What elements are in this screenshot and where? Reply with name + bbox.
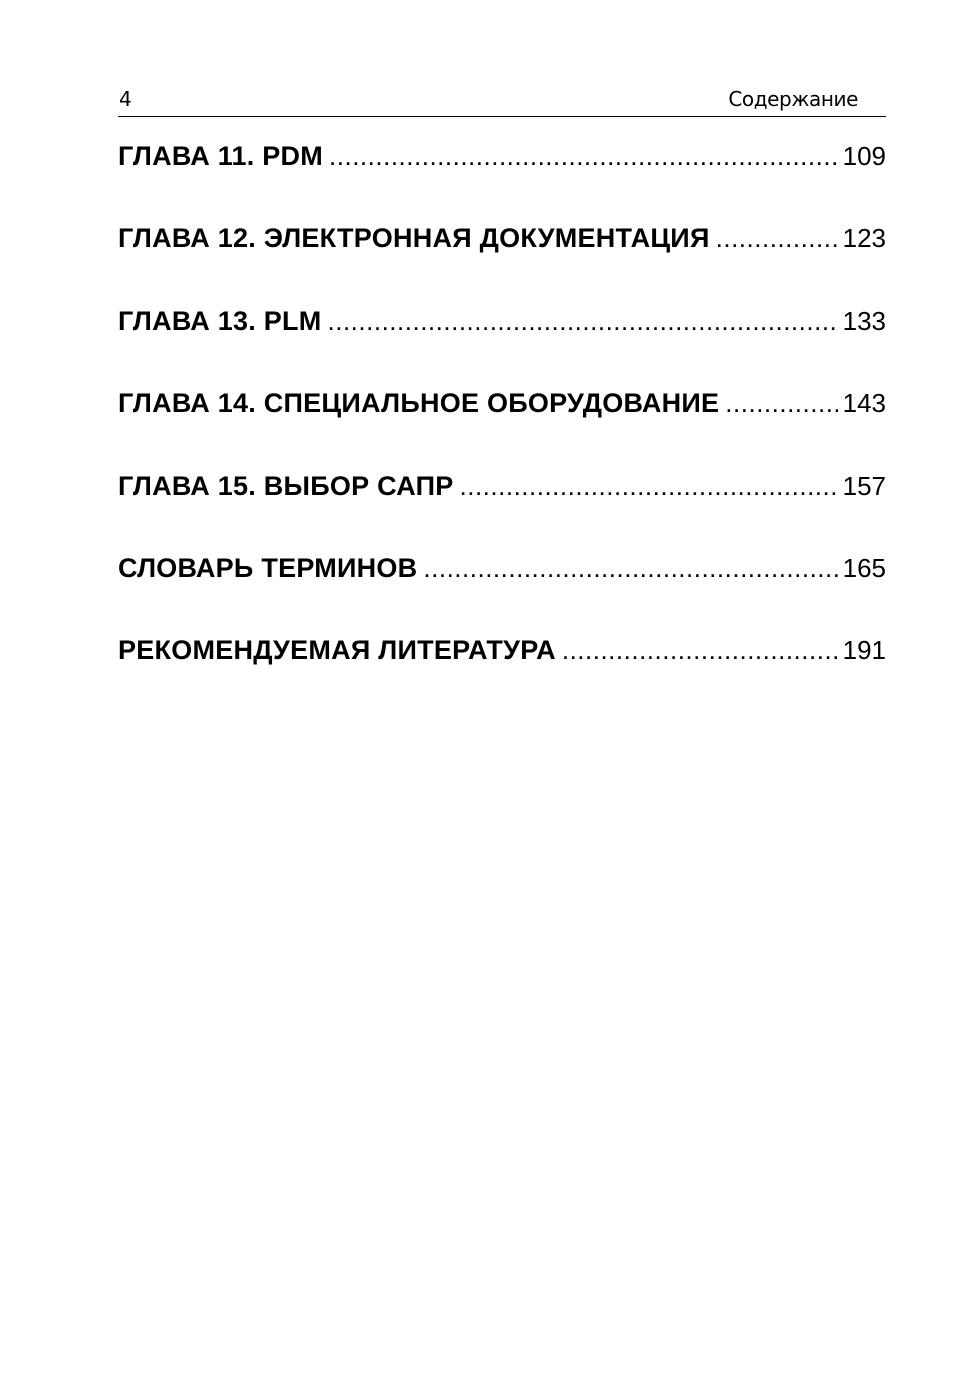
toc-entry-title: РЕКОМЕНДУЕМАЯ ЛИТЕРАТУРА bbox=[118, 635, 556, 666]
toc-entry[interactable] bbox=[118, 301, 886, 383]
toc-entry[interactable] bbox=[118, 383, 886, 465]
dot-leader bbox=[328, 301, 838, 341]
toc-entry-page: 133 bbox=[842, 305, 886, 336]
toc-entry[interactable] bbox=[118, 548, 886, 630]
toc-entry[interactable] bbox=[118, 466, 886, 548]
toc-entry-page: 165 bbox=[842, 552, 886, 583]
toc-entry-title: ГЛАВА 14. СПЕЦИАЛЬНОЕ ОБОРУДОВАНИЕ bbox=[118, 388, 720, 419]
toc-entry[interactable] bbox=[118, 218, 886, 300]
toc-entry-title: ГЛАВА 12. ЭЛЕКТРОННАЯ ДОКУМЕНТАЦИЯ bbox=[118, 223, 710, 254]
toc-entry-title: ГЛАВА 13. PLM bbox=[118, 305, 322, 336]
dot-leader bbox=[460, 466, 838, 506]
dot-leader bbox=[329, 136, 838, 176]
toc-entry-page: 143 bbox=[842, 388, 886, 419]
dot-leader bbox=[725, 383, 837, 423]
dot-leader bbox=[562, 630, 838, 670]
toc-entry-title: ГЛАВА 15. ВЫБОР САПР bbox=[118, 470, 454, 501]
dot-leader bbox=[423, 548, 837, 588]
toc-entry-title: СЛОВАРЬ ТЕРМИНОВ bbox=[118, 552, 418, 583]
toc-entry-page: 123 bbox=[842, 223, 886, 254]
dot-leader bbox=[716, 218, 838, 258]
toc-entry[interactable] bbox=[118, 136, 886, 218]
toc-entry[interactable] bbox=[118, 630, 886, 712]
running-head: Содержание bbox=[728, 87, 858, 111]
toc-entry-page: 157 bbox=[842, 470, 886, 501]
page-header bbox=[118, 84, 886, 117]
toc-entry-page: 191 bbox=[842, 635, 886, 666]
toc-entry-page: 109 bbox=[842, 141, 886, 171]
page-number: 4 bbox=[119, 87, 132, 111]
table-of-contents bbox=[118, 136, 886, 713]
toc-entry-title: ГЛАВА 11. PDM bbox=[118, 141, 324, 171]
